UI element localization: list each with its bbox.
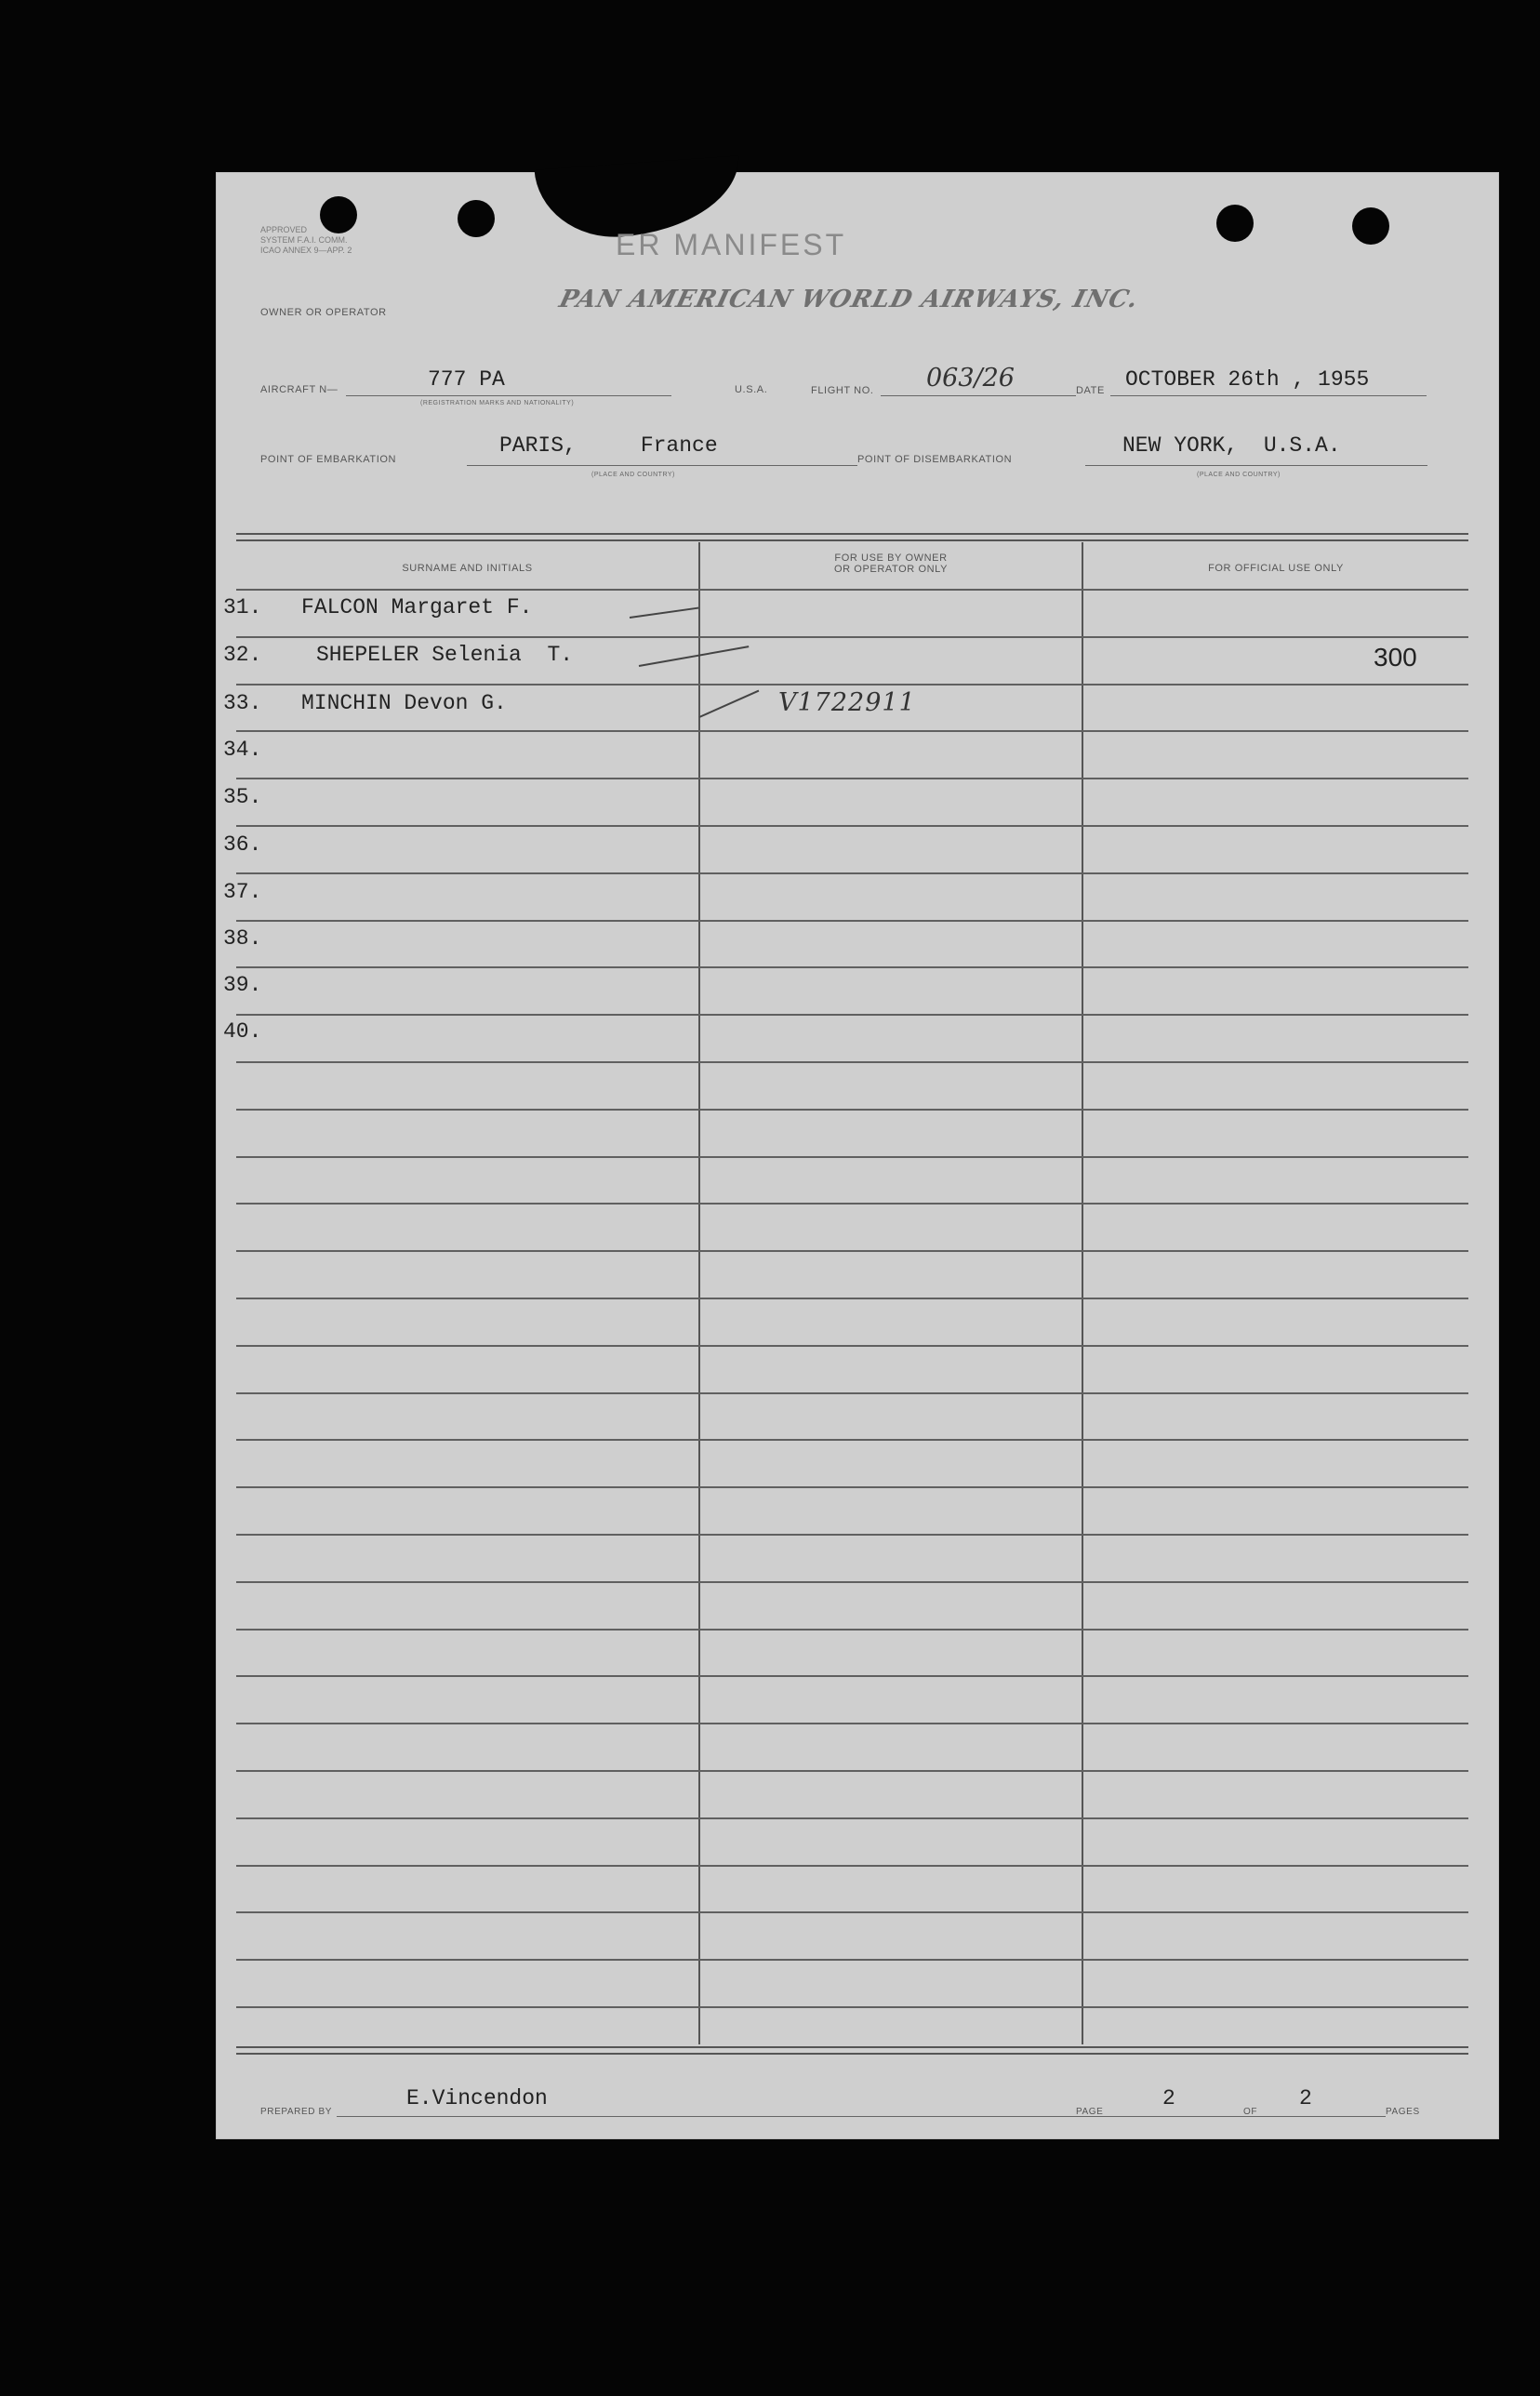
column-header-official: FOR OFFICIAL USE ONLY — [1208, 563, 1344, 574]
table-rule — [236, 825, 1468, 827]
place-note: (PLACE AND COUNTRY) — [1197, 472, 1281, 478]
approval-note — [260, 225, 372, 256]
pen-stroke — [699, 690, 760, 718]
table-rule — [236, 920, 1468, 922]
disembarkation-underline — [1085, 465, 1427, 466]
manifest-title: ER MANIFEST — [616, 228, 847, 261]
table-rule — [236, 1865, 1468, 1867]
table-rule — [236, 1014, 1468, 1016]
column-header-owner-line: FOR USE BY OWNER — [834, 552, 948, 564]
row-number: 39. — [223, 973, 262, 997]
row-number: 37. — [223, 880, 262, 904]
page-underline — [1267, 2116, 1386, 2117]
row-number: 36. — [223, 832, 262, 857]
approval-line: ICAO ANNEX 9—APP. 2 — [260, 246, 352, 255]
table-rule — [236, 1770, 1468, 1772]
prepared-value: E.Vincendon — [406, 2086, 548, 2110]
of-label: OF — [1243, 2107, 1258, 2117]
row-number: 33. — [223, 691, 262, 715]
table-rule — [236, 1629, 1468, 1631]
owner-value: V1722911 — [778, 688, 916, 717]
table-rule — [236, 684, 1468, 686]
table-bottom-rule — [236, 2046, 1468, 2055]
row-number: 31. — [223, 595, 262, 619]
passenger-name: FALCON Margaret F. — [301, 595, 533, 619]
table-rule — [236, 1203, 1468, 1205]
embarkation-underline — [467, 465, 857, 466]
column-header-surname: SURNAME AND INITIALS — [402, 563, 533, 574]
pen-stroke — [630, 607, 699, 619]
row-number: 38. — [223, 926, 262, 951]
punch-hole — [458, 200, 495, 237]
date-value: OCTOBER 26th , 1955 — [1125, 367, 1370, 392]
table-rule — [236, 1486, 1468, 1488]
embarkation-value: PARIS, France — [499, 433, 718, 458]
aircraft-label: AIRCRAFT N— — [260, 384, 339, 395]
row-number: 34. — [223, 738, 262, 762]
table-rule — [236, 1581, 1468, 1583]
company-name: PAN AMERICAN WORLD AIRWAYS, INC. — [556, 286, 1142, 313]
column-header-owner-line: OR OPERATOR ONLY — [833, 564, 949, 575]
punch-hole — [1352, 207, 1389, 245]
disembarkation-label: POINT OF DISEMBARKATION — [857, 454, 1013, 465]
flight-value: 063/26 — [926, 364, 1015, 393]
pen-stroke — [639, 646, 750, 667]
table-rule — [236, 1345, 1468, 1347]
table-rule — [236, 966, 1468, 968]
manifest-sheet — [216, 172, 1499, 2139]
table-rule — [236, 1911, 1468, 1913]
table-rule — [236, 1250, 1468, 1252]
table-rule — [236, 1723, 1468, 1724]
punch-hole — [1216, 205, 1254, 242]
flight-underline — [881, 395, 1076, 396]
table-rule — [236, 1817, 1468, 1819]
prepared-underline — [337, 2116, 1267, 2117]
row-number: 35. — [223, 785, 262, 809]
row-number: 40. — [223, 1019, 262, 1044]
flight-label: FLIGHT NO. — [811, 385, 874, 396]
aircraft-value: 777 PA — [428, 367, 505, 392]
approval-line: SYSTEM F.A.I. COMM. — [260, 235, 348, 245]
approval-line: APPROVED — [260, 225, 308, 234]
table-rule — [236, 1298, 1468, 1299]
table-rule — [236, 1109, 1468, 1111]
page-label: PAGE — [1076, 2107, 1104, 2117]
embarkation-label: POINT OF EMBARKATION — [260, 454, 397, 465]
owner-label: OWNER OR OPERATOR — [260, 307, 387, 318]
date-label: DATE — [1076, 385, 1105, 396]
table-rule — [236, 636, 1468, 638]
table-rule — [236, 1675, 1468, 1677]
aircraft-underline — [346, 395, 671, 396]
registration-note: (REGISTRATION MARKS AND NATIONALITY) — [420, 400, 575, 406]
passenger-name: SHEPELER Selenia T. — [316, 643, 574, 667]
prepared-label: PREPARED BY — [260, 2107, 332, 2117]
table-rule — [236, 778, 1468, 779]
table-rule — [236, 1439, 1468, 1441]
table-rule — [236, 2006, 1468, 2008]
table-rule — [236, 589, 1468, 591]
disembarkation-value: NEW YORK, U.S.A. — [1122, 433, 1341, 458]
page-value: 2 — [1162, 2086, 1175, 2110]
table-rule — [236, 1156, 1468, 1158]
date-underline — [1110, 395, 1427, 396]
place-note: (PLACE AND COUNTRY) — [591, 472, 675, 478]
usa-label: U.S.A. — [735, 384, 768, 395]
table-rule — [236, 1959, 1468, 1961]
official-value: 300 — [1374, 643, 1417, 672]
of-value: 2 — [1299, 2086, 1312, 2110]
row-number: 32. — [223, 643, 262, 667]
table-top-rule — [236, 533, 1468, 541]
table-rule — [236, 1061, 1468, 1063]
passenger-name: MINCHIN Devon G. — [301, 691, 507, 715]
table-rule — [236, 1534, 1468, 1536]
table-rule — [236, 872, 1468, 874]
column-header-owner — [700, 552, 1082, 575]
table-rule — [236, 1392, 1468, 1394]
table-rule — [236, 730, 1468, 732]
pages-label: PAGES — [1386, 2107, 1420, 2117]
